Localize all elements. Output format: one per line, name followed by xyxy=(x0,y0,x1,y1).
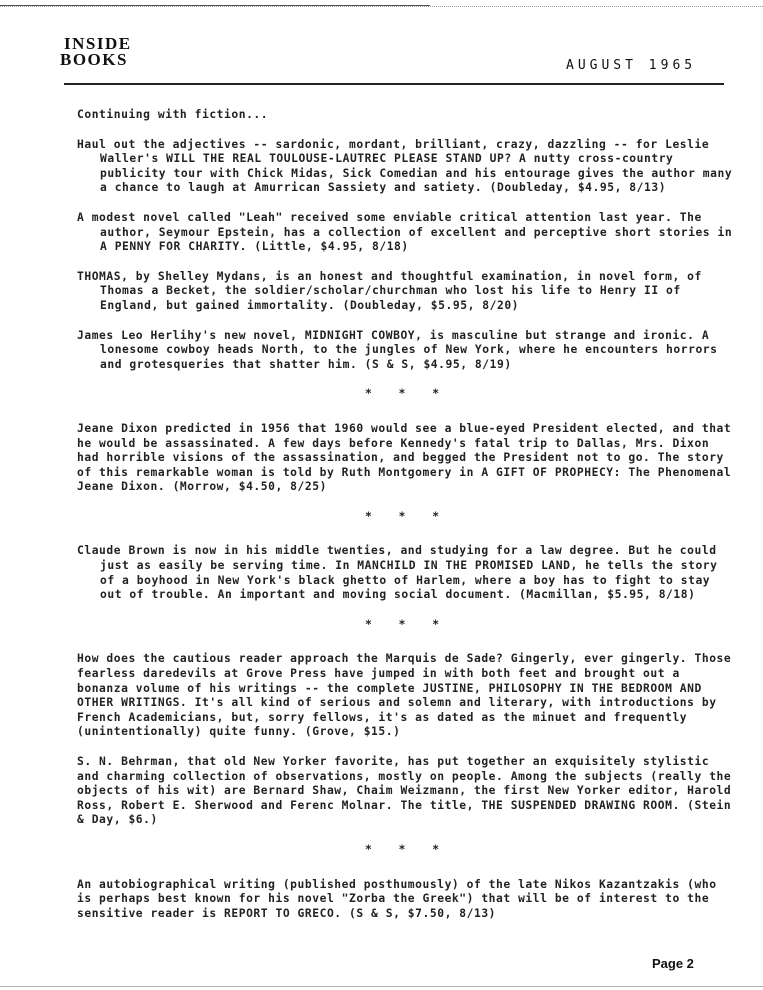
logo-line-inside: INSIDE xyxy=(64,34,132,53)
review-brown: Claude Brown is now in his middle twenties, and studying for a law degree. But he could just as easily be serving time. In MANCHILD IN THE PROMISED LAND, he tells the story of a boyhood in New York's black ghetto of Harlem, where a boy has to fight to stay out of trouble. An important and moving social document. (Macmillan, $5.95, 8/18) xyxy=(77,544,718,602)
section-separator: * * * xyxy=(364,509,449,523)
review-waller: Haul out the adjectives -- sardonic, mordant, brilliant, crazy, dazzling -- for Leslie Waller's WILL THE REAL TOULOUSE-LAUTREC PLEASE STAND UP? A nutty cross-country publicity tour with Chick Midas, Sick Comedian and his entourage gives the author many a chance to laugh at Amurrican Sassiety and satiety. (Doubleday, $4.95, 8/13) xyxy=(77,137,733,195)
review-dixon: Jeane Dixon predicted in 1956 that 1960 would see a blue-eyed President elected, and that he would be assassinated. A few days before Kennedy's fatal trip to Dallas, Mrs. Dixon had horrible visions of the assassination, and begged the President not to go. The story of this remarkable woman is told by Ruth Montgomery in A GIFT OF PROPHECY: The Phenomenal Jeane Dixon. (Morrow, $4.50, 8/25) xyxy=(77,421,732,494)
section-separator: * * * xyxy=(364,387,449,401)
logo-line-books: BOOKS xyxy=(60,50,128,69)
issue-date: AUGUST 1965 xyxy=(566,58,697,73)
review-kazantzakis: An autobiographical writing (published posthumously) of the late Nikos Kazantzakis (who is perhaps best known for his novel "Zorba the Greek") that will be of interest to the sensitive reader is REPORT TO GRECO. (S & S, $7.50, 8/13) xyxy=(77,877,717,920)
review-behrman: S. N. Behrman, that old New Yorker favorite, has put together an exquisitely stylistic and charming collection of observations, mostly on people. Among the subjects (really the objects of his wit) are Bernard Shaw, Chaim Weizmann, the first New Yorker editor, Harold Ross, Robert E. Sherwood and Ferenc Molnar. The title, THE SUSPENDED DRAWING ROOM. (Stein & Day, $6.) xyxy=(77,755,732,827)
header-divider xyxy=(64,83,724,85)
page-number: Page 2 xyxy=(652,956,694,971)
newsletter-logo xyxy=(60,34,132,69)
bottom-edge-rule xyxy=(0,986,763,987)
section-separator: * * * xyxy=(364,842,449,856)
review-mydans: THOMAS, by Shelley Mydans, is an honest and thoughtful examination, in novel form, of Thomas a Becket, the soldier/scholar/churchman who lost his life to Henry II of England, but gained immortality. (Doubleday, $5.95, 8/20) xyxy=(77,269,702,312)
review-epstein: A modest novel called "Leah" received some enviable critical attention last year. The author, Seymour Epstein, has a collection of excellent and perceptive short stories in A PENNY FOR CHARITY. (Little, $4.95, 8/18) xyxy=(77,210,733,254)
article-body xyxy=(77,108,737,936)
review-herlihy: James Leo Herlihy's new novel, MIDNIGHT COWBOY, is masculine but strange and ironic. A lonesome cowboy heads North, to the jungles of New York, where he encounters horrors and grotesqueries that shatter him. (S & S, $4.95, 8/19) xyxy=(77,328,718,371)
top-dotted-rule xyxy=(0,6,763,7)
review-sade: How does the cautious reader approach the Marquis de Sade? Gingerly, ever gingerly. Those fearless daredevils at Grove Press have jumped in with both feet and brought out a bonanza volume of his writings -- the complete JUSTINE, PHILOSOPHY IN THE BEDROOM AND OTHER WRITINGS. It's all kind of serious and solemn and literary, with introductions by French Academicians, but, sorry fellows, it's as dated as the minuet and frequently (unintentionally) quite funny. (Grove, $15.) xyxy=(77,652,732,739)
section-separator: * * * xyxy=(364,617,449,631)
section-intro: Continuing with fiction... xyxy=(77,108,269,121)
